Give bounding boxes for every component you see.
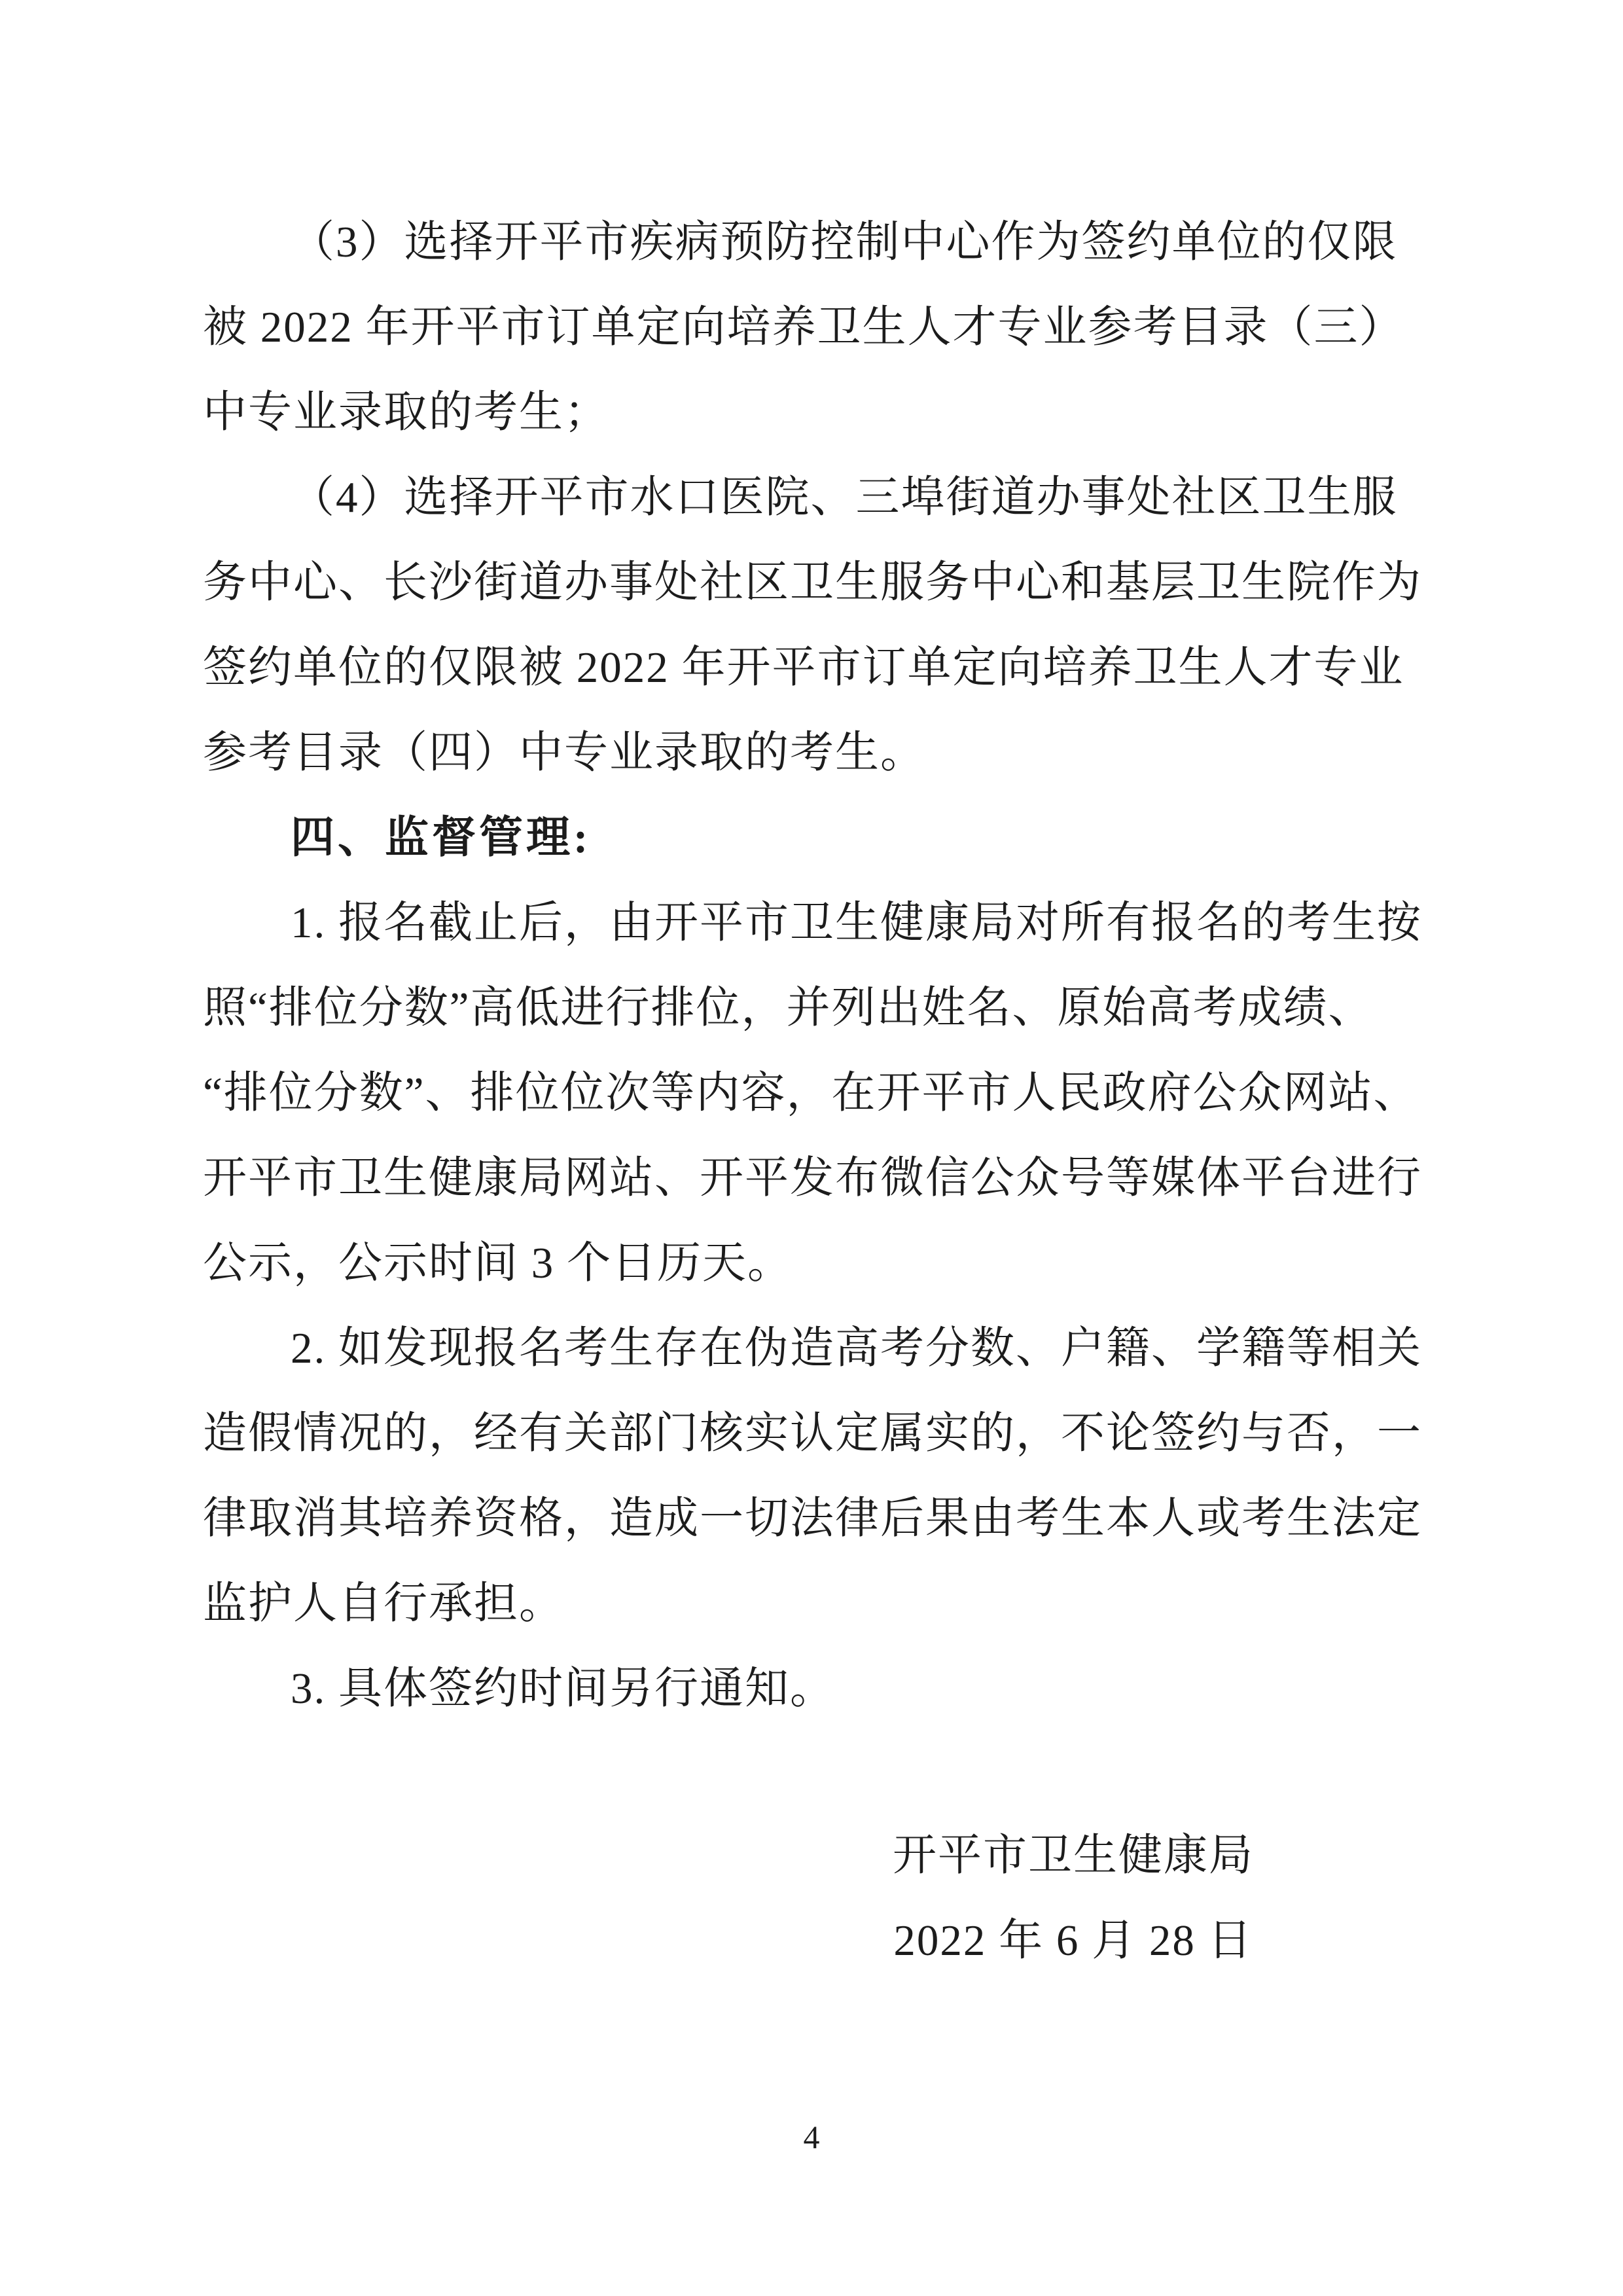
paragraph-line-item3-1: （3）选择开平市疾病预防控制中心作为签约单位的仅限	[291, 218, 1398, 266]
paragraph-line-rule1-1: 1. 报名截止后，由开平市卫生健康局对所有报名的考生按	[291, 899, 1422, 947]
paragraph-line-rule3-1: 3. 具体签约时间另行通知。	[291, 1664, 835, 1713]
paragraph-line-rule1-5: 公示，公示时间 3 个日历天。	[203, 1239, 793, 1287]
paragraph-line-rule1-4: 开平市卫生健康局网站、开平发布微信公众号等媒体平台进行	[203, 1154, 1422, 1202]
section-heading-supervision: 四、监督管理:	[291, 814, 592, 862]
paragraph-line-rule1-3: “排位分数”、排位位次等内容，在开平市人民政府公众网站、	[203, 1069, 1419, 1117]
paragraph-line-rule1-2: 照“排位分数”高低进行排位，并列出姓名、原始高考成绩、	[203, 984, 1374, 1032]
paragraph-line-item3-2: 被 2022 年开平市订单定向培养卫生人才专业参考目录（三）	[203, 303, 1404, 351]
paragraph-line-item3-3: 中专业录取的考生；	[203, 388, 609, 437]
paragraph-line-item4-2: 务中心、长沙街道办事处社区卫生服务中心和基层卫生院作为	[203, 558, 1422, 607]
paragraph-line-rule2-3: 律取消其培养资格，造成一切法律后果由考生本人或考生法定	[203, 1494, 1422, 1543]
signature-organization: 开平市卫生健康局	[893, 1831, 1254, 1880]
paragraph-line-rule2-1: 2. 如发现报名考生存在伪造高考分数、户籍、学籍等相关	[291, 1324, 1422, 1372]
paragraph-line-rule2-4: 监护人自行承担。	[203, 1579, 564, 1628]
signature-date: 2022 年 6 月 28 日	[893, 1916, 1253, 1965]
paragraph-line-item4-3: 签约单位的仅限被 2022 年开平市订单定向培养卫生人才专业	[203, 643, 1404, 692]
paragraph-line-item4-1: （4）选择开平市水口医院、三埠街道办事处社区卫生服	[291, 473, 1398, 522]
paragraph-line-rule2-2: 造假情况的，经有关部门核实认定属实的，不论签约与否，一	[203, 1409, 1422, 1458]
paragraph-line-item4-4: 参考目录（四）中专业录取的考生。	[203, 728, 925, 777]
page-number: 4	[803, 2119, 820, 2155]
signature-block	[720, 1813, 1427, 1983]
document-body	[203, 200, 1433, 1731]
